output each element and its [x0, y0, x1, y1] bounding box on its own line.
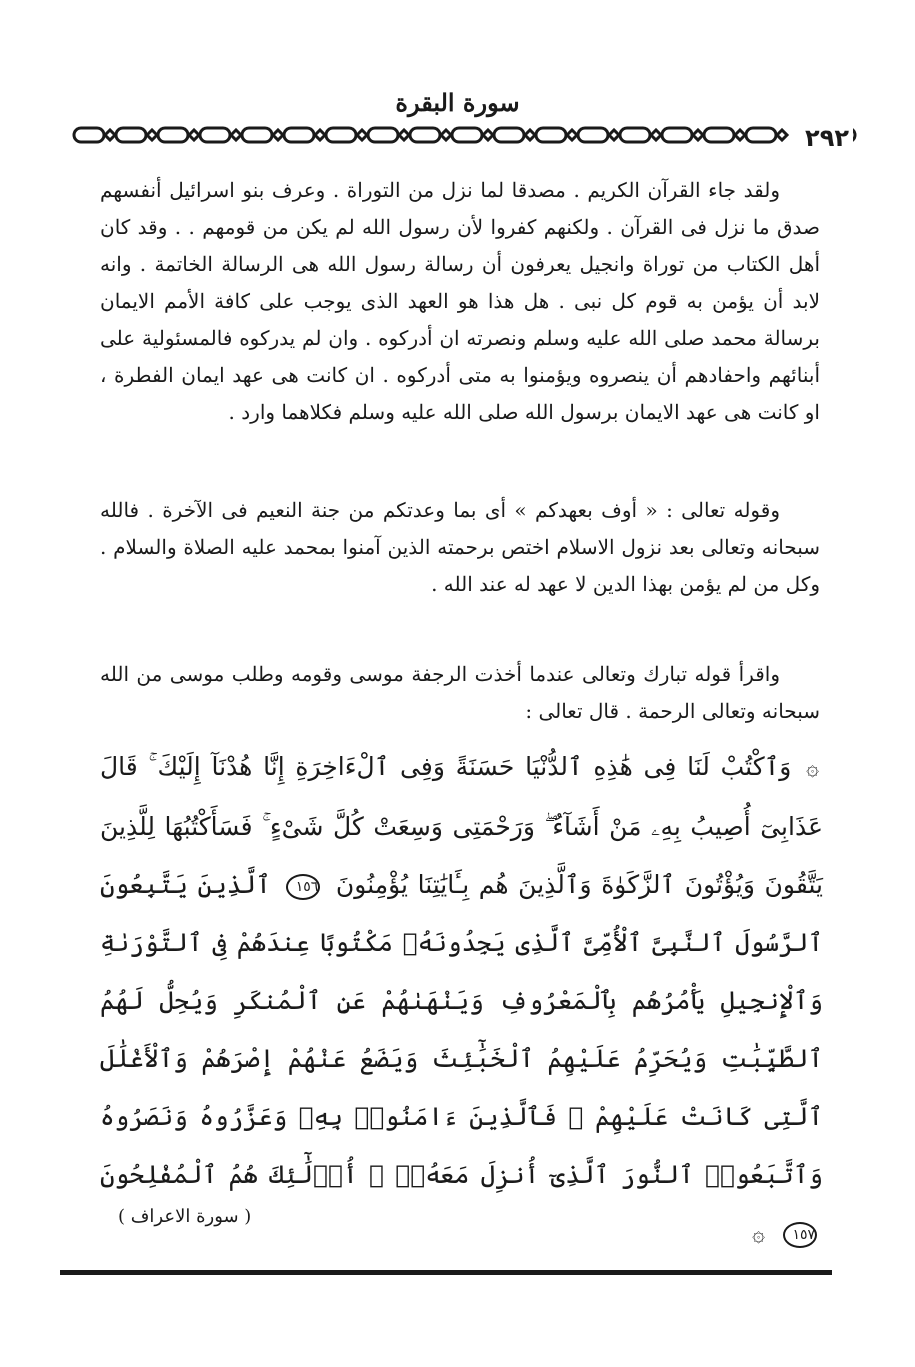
ayah-number-marker-157: ١٥٧: [783, 1222, 817, 1248]
chain-link: [704, 128, 734, 142]
chain-link: [452, 128, 482, 142]
chain-diamond: [357, 130, 367, 140]
chain-diamond: [105, 130, 115, 140]
chain-link: [284, 128, 314, 142]
chain-link: [326, 128, 356, 142]
verse-text-part-2: ٱلَّذِينَ يَتَّبِعُونَ ٱلرَّسُولَ ٱلنَّبِىَّ ٱلْأُمِّىَّ ٱلَّذِى يَجِدُونَهُۥ مَكْتُوبًا عِندَهُمْ فِى ٱلتَّوْرَىٰةِ وَٱلْإِنجِيلِ يَأْمُرُهُم بِٱلْمَعْرُوفِ وَيَنْهَىٰهُمْ عَنِ ٱلْمُنكَرِ وَيُحِلُّ لَهُمُ ٱلطَّيِّبَٰتِ وَيُحَرِّمُ عَلَيْهِمُ ٱلْخَبَٰٓئِثَ وَيَضَعُ عَنْهُمْ إِصْرَهُمْ وَٱلْأَغْلَٰلَ ٱلَّتِى كَانَتْ عَلَيْهِمْ ۚ فَٱلَّذِينَ ءَامَنُوا۟ بِهِۦ وَعَزَّرُوهُ وَنَصَرُوهُ وَٱتَّبَعُوا۟ ٱلنُّورَ ٱلَّذِىٓ أُنزِلَ مَعَهُۥٓ ۙ أُو۟لَٰٓئِكَ هُمُ ٱلْمُفْلِحُونَ: [100, 870, 823, 1189]
chain-link: [410, 128, 440, 142]
page-number: ٢٩٢: [801, 124, 853, 152]
chain-diamond: [441, 130, 451, 140]
paragraph-1: ولقد جاء القرآن الكريم . مصدقا لما نزل من التوراة . وعرف بنو اسرائيل أنفسهم صدق ما نزل فى القرآن . ولكنهم كفروا لأن رسول الله لم يكن من قومهم . . وقد كان أهل الكتاب من توراة وانجيل يعرفون أن رسالة رسول الله هى الرسالة الخاتمة . وانه لابد أن يؤمن به قوم كل نبى . هل هذا هو العهد الذى يوجب على كافة الأمم الايمان برسالة محمد صلى الله عليه وسلم ونصرته ان أدركوه . وان لم يدركوه فالمسئولية على أبنائهم واحفادهم أن ينصروه ويؤمنوا به متى أدركوه . ان كانت هى عهد ايمان الفطرة ، او كانت هى عهد الايمان برسول الله صلى الله عليه وسلم فكلاهما وارد .: [100, 178, 820, 424]
chain-diamond: [231, 130, 241, 140]
chain-diamond: [315, 130, 325, 140]
chain-diamond: [273, 130, 283, 140]
chain-diamond: [189, 130, 199, 140]
chain-link: [620, 128, 650, 142]
quran-verse: [100, 738, 823, 1264]
chain-diamond: [147, 130, 157, 140]
chain-link: [662, 128, 692, 142]
chain-diamond: [777, 130, 787, 140]
chain-link: [116, 128, 146, 142]
chain-link: [158, 128, 188, 142]
chain-link: [494, 128, 524, 142]
chain-link: [242, 128, 272, 142]
verse-text-part-1: وَٱكْتُبْ لَنَا فِى هَٰذِهِ ٱلدُّنْيَا حَسَنَةً وَفِى ٱلْءَاخِرَةِ إِنَّا هُدْنَآ إِلَيْكَ ۚ قَالَ عَذَابِىٓ أُصِيبُ بِهِۦ مَنْ أَشَآءُ ۖ وَرَحْمَتِى وَسِعَتْ كُلَّ شَىْءٍ ۚ فَسَأَكْتُبُهَا لِلَّذِينَ يَتَّقُونَ وَيُؤْتُونَ ٱلزَّكَوٰةَ وَٱلَّذِينَ هُم بِـَٔايَٰتِنَا يُؤْمِنُونَ: [100, 752, 823, 899]
chain-diamond: [735, 130, 745, 140]
chain-diamond: [525, 130, 535, 140]
bottom-rule: [60, 1270, 832, 1275]
chain-diamond: [693, 130, 703, 140]
verse-open-ornament: ۞: [806, 756, 819, 781]
chain-link: [200, 128, 230, 142]
chain-link: [746, 128, 776, 142]
chain-diamond: [609, 130, 619, 140]
paragraph-3: واقرأ قوله تبارك وتعالى عندما أخذت الرجفة موسى وقومه وطلب موسى من الله سبحانه وتعالى الرحمة . قال تعالى :: [100, 662, 820, 723]
chain-diamond: [567, 130, 577, 140]
chain-link: [536, 128, 566, 142]
verse-close-ornament: ۞: [752, 1222, 766, 1247]
chain-diamond: [483, 130, 493, 140]
chain-diamond: [399, 130, 409, 140]
chain-border-ornament: [70, 120, 860, 150]
chain-link: [74, 128, 104, 142]
ayah-number-marker-156: ١٥٦: [286, 874, 320, 900]
chain-link: [578, 128, 608, 142]
chain-link: [368, 128, 398, 142]
source-citation: ( سورة الاعراف ): [118, 1206, 252, 1227]
paragraph-2: وقوله تعالى : « أوف بعهدكم » أى بما وعدتكم من جنة النعيم فى الآخرة . فالله سبحانه وتعالى بعد نزول الاسلام اختص برحمته الذين آمنوا بمحمد عليه الصلاة والسلام . وكل من لم يؤمن بهذا الدين لا عهد له عند الله .: [100, 498, 820, 596]
chain-diamond: [651, 130, 661, 140]
surah-title: سورة البقرة: [395, 88, 520, 117]
